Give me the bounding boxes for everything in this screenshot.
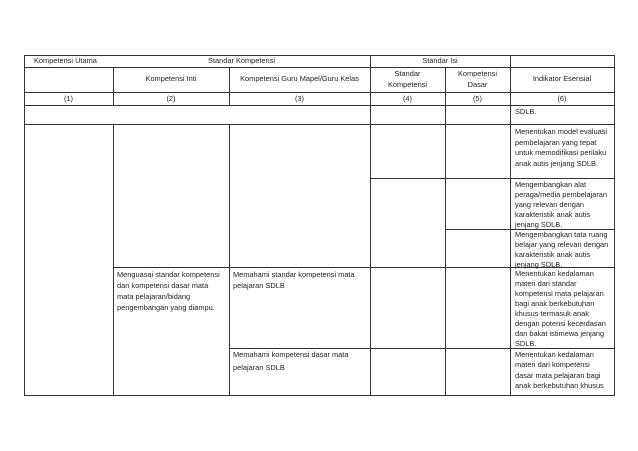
text-line: Memahami kompetensi dasar mata [233, 350, 349, 359]
text-line: Menentukan kedalaman [515, 269, 594, 278]
text-line: belajar yang relevan dengan [515, 240, 609, 249]
text-line: Menguasai standar kompetensi [117, 270, 220, 279]
text-line: anak autis jenjang SDLB. [515, 159, 598, 168]
text-line: kompetensi mata pelajaran [515, 289, 604, 298]
column-number: (2) [166, 94, 176, 103]
header-kompetensi-utama: Kompetensi Utama [34, 56, 97, 65]
text-line: pelajaran SDLB [233, 363, 285, 372]
header-line: Dasar [467, 80, 488, 89]
header-indikator-esensial: Indikator Esensial [532, 74, 592, 83]
header-line: Kompetensi [387, 80, 428, 89]
column-number: (6) [557, 94, 567, 103]
text-line: Menentukan kedalaman [515, 350, 594, 359]
grid-line [113, 124, 114, 395]
grid-line [510, 55, 511, 396]
header-standar-kompetensi: Standar Kompetensi [208, 56, 275, 65]
text-line: Mengembangkan alat [515, 180, 587, 189]
text-line: dasar mata pelajaran bagi [515, 371, 601, 380]
grid-line [24, 395, 615, 396]
grid-line [614, 55, 615, 396]
grid-line [24, 105, 615, 106]
grid-line [445, 67, 446, 395]
grid-line [24, 55, 25, 396]
text-line: mata pelajaran/bidang [117, 292, 191, 301]
text-line: jenjang SDLB. [515, 220, 563, 229]
text-line: peraga/media pembelajaran [515, 190, 608, 199]
header-kompetensi-inti: Kompetensi Inti [145, 74, 197, 83]
text-line: Memahami standar kompetensi mata [233, 270, 355, 279]
header-standar-isi: Standar Isi [422, 56, 458, 65]
header-kompetensi-guru: Kompetensi Guru Mapel/Guru Kelas [240, 74, 359, 83]
text-line: karakteristik anak autis [515, 210, 591, 219]
text-line: materi dari kompetensi [515, 360, 590, 369]
column-number: (5) [472, 94, 483, 103]
text-line: yang relevan dengan [515, 200, 585, 209]
header-line: Kompetensi [457, 69, 498, 78]
text-line: Mengembangkan tata ruang [515, 230, 608, 239]
column-number: (1) [63, 94, 74, 103]
header-line: Standar [394, 69, 421, 78]
text-line: pengembangan yang diampu. [117, 303, 215, 312]
grid-line [370, 55, 371, 396]
column-number: (4) [402, 94, 413, 103]
text-line: materi dari standar [515, 279, 577, 288]
text-line: SDLB. [515, 339, 537, 348]
text-line: anak berkebutuhan khusus [515, 381, 604, 390]
indikator-cell-1: SDLB. [515, 107, 537, 116]
grid-line [229, 348, 615, 349]
text-line: Menentukan model evaluasi [515, 127, 608, 136]
grid-line [229, 124, 230, 395]
text-line: dan kompetensi dasar mata [117, 281, 209, 290]
text-line: dan bakat istimewa jenjang [515, 329, 605, 338]
column-number: (3) [294, 94, 305, 103]
text-line: jenjang SDLB. [515, 260, 563, 269]
text-line: untuk memodifikasi perilaku [515, 148, 607, 157]
text-line: karakteristik anak autis [515, 250, 591, 259]
text-line: khusus termasuk anak [515, 309, 589, 318]
text-line: bagi anak berkebutuhan [515, 299, 595, 308]
grid-line [370, 178, 615, 179]
text-line: pembelajaran yang tepat [515, 138, 597, 147]
text-line: pelajaran SDLB [233, 281, 285, 290]
text-line: dengan potensi kecerdasan [515, 319, 606, 328]
